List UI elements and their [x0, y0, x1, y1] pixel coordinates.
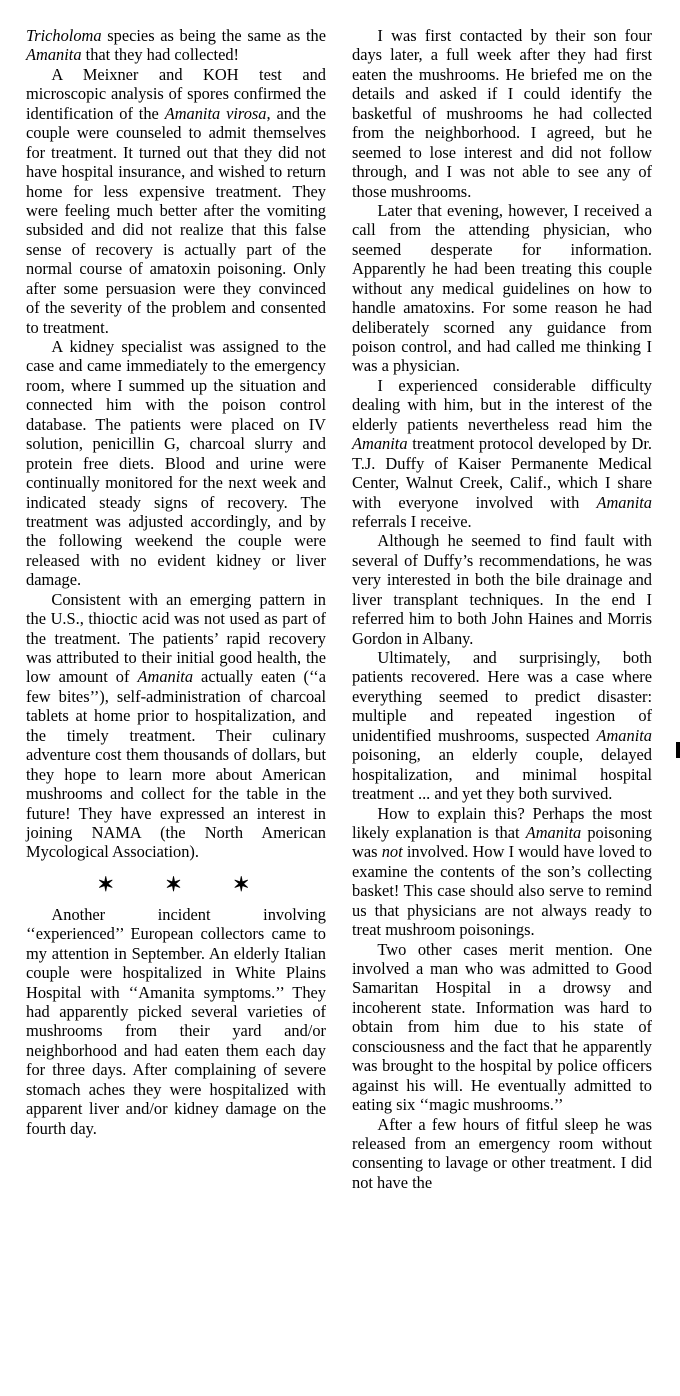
paragraph: [352, 376, 652, 532]
text-run: How to explain this? Perhaps the most likely explanation is that: [352, 803, 652, 842]
paragraph: [352, 1115, 652, 1193]
text-run: Consistent with an emerging pattern in the U.S., thioctic acid was not used as part of the treatment. The patients’ rapid recovery was attributed to their initial good health, the low amount of: [26, 589, 326, 687]
text-run: A kidney specialist was assigned to the case and came immediately to the emergency room, where I summed up the situation and connected him with the poison control database. The patients were placed on IV solution, penicillin G, charcoal slurry and protein free diets. Blood and urine were continually monitored for the next week and indicated steady signs of recovery. The treatment was adjusted accordingly, and by the following weekend the couple were released with no evident kidney or liver damage.: [26, 337, 326, 590]
text-run: Ultimately, and surprisingly, both patients recovered. Here was a case where everything seemed to predict disaster: multiple and repeated ingestion of unidentified mushrooms, suspected: [352, 648, 652, 745]
text-run: actually eaten (‘‘a few bites’’), self-administration of charcoal tablets at home prior to hospitalization, and the timely treatment. Their culinary adventure cost them thousands of dollars, but they hope to learn more about American mushrooms and collect for the table in the future! They have expressed an interest in joining NAMA (the North American Mycological Association).: [26, 667, 326, 862]
text-run: that they had collected!: [81, 45, 240, 65]
two-column-layout: [26, 26, 662, 1386]
paragraph: [352, 531, 652, 648]
paragraph: [352, 940, 652, 1115]
text-run: After a few hours of fitful sleep he was released from an emergency room without consenting to lavage or other treatment. I did not have the: [352, 1114, 652, 1192]
paragraph: [352, 201, 652, 376]
section-break-ornament: ✶ ✶ ✶: [97, 873, 273, 896]
text-run: Another incident involving ‘‘experienced’’ European collectors came to my attention in September. An elderly Italian couple were hospitalized in White Plains Hospital with ‘‘Amanita symptoms.’’ They had apparently picked several varieties of mushrooms from their yard and/or neighborhood and had eaten them each day for three days. After complaining of severe stomach aches they were hospitalized with apparent liver and/or kidney damage on the fourth day.: [26, 904, 326, 1138]
italic-term: Amanita: [352, 434, 408, 454]
text-run: Later that evening, however, I received a call from the attending physician, who seemed desperate for information. Apparently he had been treating this couple without any medical guidelines on how to handle amatoxins. For some reason he had deliberately scorned any guidance from poison control, and had called me thinking I was a physician.: [352, 200, 652, 376]
italic-term: Amanita: [26, 45, 82, 65]
text-run: referrals I receive.: [352, 511, 472, 531]
text-run: Two other cases merit mention. One involved a man who was admitted to Good Samaritan Hospital in a drowsy and incoherent state. Information was hard to obtain from him due to his state of consciousness and the fact that he apparently was brought to the hospital by police officers against his will. He eventually admitted to eating six ‘‘magic mushrooms.’’: [352, 939, 652, 1115]
text-run: poisoning was: [352, 822, 652, 862]
italic-term: not: [381, 842, 403, 862]
paragraph: [26, 905, 326, 1138]
text-run: Although he seemed to find fault with several of Duffy’s recommendations, he was very interested in both the bile drainage and liver transplant techniques. In the end I referred him to both John Haines and Morris Gordon in Albany.: [352, 531, 652, 648]
italic-term: Tricholoma: [26, 26, 102, 45]
text-run: A Meixner and KOH test and microscopic analysis of spores confirmed the identification of the: [26, 64, 326, 123]
paragraph: [26, 590, 326, 862]
paragraph: [26, 65, 326, 337]
text-run: involved. How I would have loved to examine the contents of the son’s collecting basket! This case should also serve to remind us that physicians are not always ready to treat mushroom poisonings.: [352, 842, 652, 940]
text-run: I experienced considerable difficulty dealing with him, but in the interest of the elderly patients nevertheless read him the: [352, 375, 652, 434]
paragraph: [352, 804, 652, 940]
left-text-column: [26, 26, 326, 1386]
paragraph: [26, 26, 326, 65]
text-run: I was first contacted by their son four days later, a full week after they had first eaten the mushrooms. He briefed me on the details and asked if I could identify the basketful of mushrooms he had collected from the neighborhood. I agreed, but he seemed to lose interest and did not follow through, and I was not able to see any of those mushrooms.: [352, 26, 652, 201]
italic-term: Amanita: [596, 725, 652, 745]
italic-term: Amanita: [596, 492, 652, 512]
page-edge-mark: [676, 742, 680, 758]
paragraph: [352, 648, 652, 804]
right-text-column: [352, 26, 652, 1386]
text-run: species as being the same as the: [101, 26, 326, 45]
italic-term: Amanita: [137, 667, 194, 687]
text-run: , and the couple were counseled to admit themselves for treatment. It turned out that they did not have hospital insurance, and wished to return home for less expensive treatment. They were feeling much better after the vomiting subsided and did not realize that this false sense of recovery is actually part of the normal course of amatoxin poisoning. Only after some persuasion were they convinced of the severity of the problem and consented to treatment.: [26, 103, 327, 337]
text-run: poisoning, an elderly couple, delayed hospitalization, and minimal hospital treatment ... and yet they both survived.: [352, 745, 652, 804]
text-run: treatment protocol developed by Dr. T.J. Duffy of Kaiser Permanente Medical Center, Walnut Creek, Calif., which I share with everyone involved with: [352, 434, 652, 512]
paragraph: [26, 337, 326, 590]
italic-term: Amanita: [525, 822, 582, 842]
italic-term: Amanita virosa: [164, 103, 267, 123]
paragraph: [352, 26, 652, 201]
